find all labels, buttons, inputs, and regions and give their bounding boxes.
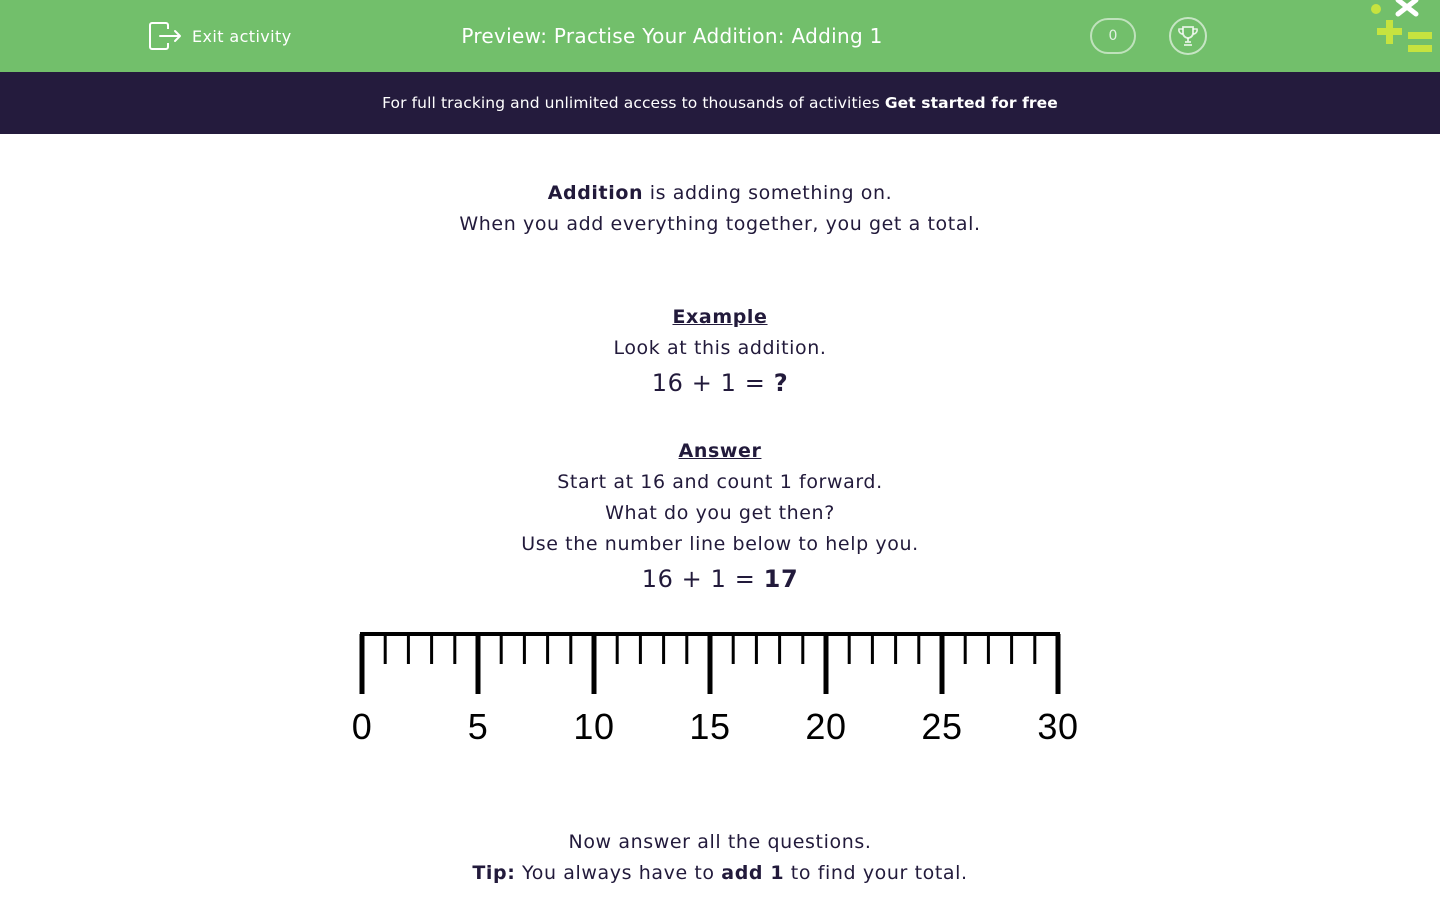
answer-equation [0,563,1440,595]
number-line-label: 10 [573,706,615,747]
tip-line [0,860,1440,886]
get-started-link[interactable]: Get started for free [884,94,1058,112]
activity-content [0,134,1440,900]
footer-line-1: Now answer all the questions. [568,831,872,853]
example-unknown: ? [773,369,789,397]
tip-bold: add 1 [721,862,785,884]
promo-text: For full tracking and unlimited access to thousands of activities [382,94,880,112]
answer-line-2: What do you get then? [605,502,835,524]
logo-icon [1366,0,1440,56]
example-heading-row [0,304,1440,330]
top-bar [0,0,1440,72]
answer-result: 17 [763,565,799,593]
intro-line-1 [0,180,1440,206]
tip-post: to find your total. [784,862,968,884]
answer-equation-text: 16 + 1 = [641,565,764,593]
tip-label: Tip: [472,862,516,884]
tip-pre: You always have to [515,862,722,884]
trophy-icon [1176,24,1200,48]
score-badge: 0 [1090,18,1136,54]
number-line-label: 0 [351,706,373,747]
number-line-label: 15 [689,706,731,747]
answer-heading-row [0,438,1440,464]
number-line-label: 25 [921,706,963,747]
number-line-label: 20 [805,706,847,747]
trophy-button[interactable] [1169,17,1207,55]
example-equation-text: 16 + 1 = [651,369,774,397]
answer-line-3: Use the number line below to help you. [521,533,919,555]
exit-label: Exit activity [192,26,292,46]
number-line [340,624,1100,754]
number-line-label: 30 [1037,706,1079,747]
example-equation [0,367,1440,399]
answer-heading: Answer [678,440,762,462]
intro-bold-term: Addition [547,182,644,204]
example-heading: Example [672,306,768,328]
answer-line-1: Start at 16 and count 1 forward. [557,471,883,493]
intro-line-1-rest: is adding something on. [643,182,893,204]
example-line: Look at this addition. [613,337,827,359]
promo-banner [0,72,1440,134]
number-line-label: 5 [467,706,489,747]
page-title: Preview: Practise Your Addition: Adding 1 [461,24,883,48]
intro-line-2: When you add everything together, you get a total. [459,213,981,235]
